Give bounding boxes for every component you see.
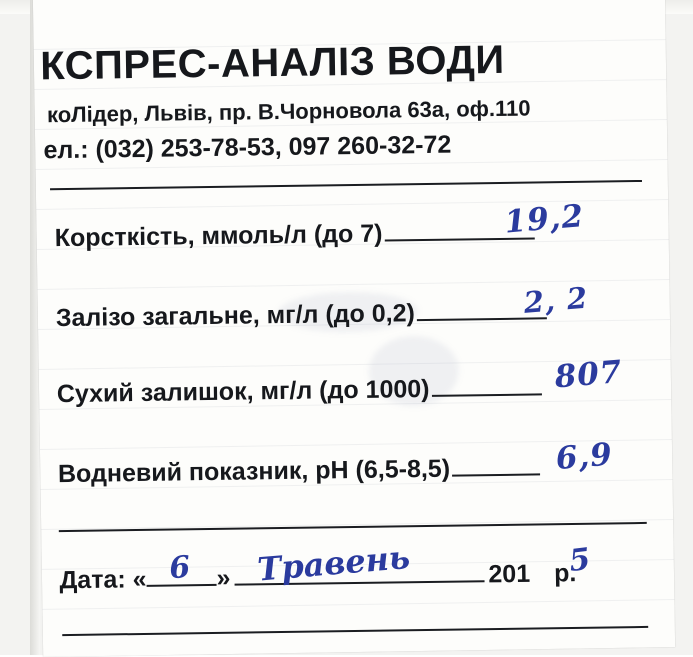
date-year-printed: 201	[488, 559, 531, 589]
phone-line: ел.: (032) 253-78-53, 097 260-32-72	[43, 130, 452, 165]
measurement-label-dry-residue: Сухий залишок, мг/л (до 1000)	[56, 375, 430, 409]
divider-top	[50, 180, 642, 190]
measurement-blank-ph[interactable]	[452, 447, 540, 476]
measurement-label-ph: Водневий показник, рН (6,5-8,5)	[57, 454, 451, 489]
measurement-label-iron: Залізо загальне, мг/л (до 0,2)	[55, 299, 416, 333]
date-quote-close: »	[216, 563, 231, 593]
measurement-label-hardness: Корсткість, ммоль/л (до 7)	[54, 219, 383, 253]
divider-bottom	[62, 626, 648, 636]
form-title: КСПРЕС-АНАЛІЗ ВОДИ	[40, 37, 505, 89]
date-month-value: Травень	[255, 537, 412, 589]
date-day-value: 6	[167, 549, 193, 587]
measurement-value-iron: 2, 2	[522, 280, 590, 320]
measurement-value-dry-residue: 807	[553, 353, 624, 396]
date-year-value: 5	[567, 541, 594, 580]
measurement-value-hardness: 19,2	[503, 198, 586, 241]
form-content	[42, 14, 666, 643]
date-year-suffix: р.	[553, 559, 577, 588]
divider-middle	[59, 522, 647, 532]
date-prefix: Дата: «	[59, 565, 147, 595]
company-line: коЛідер, Львів, пр. В.Чорновола 63а, оф.110	[46, 95, 531, 128]
measurement-blank-dry-residue[interactable]	[431, 367, 541, 397]
measurement-value-ph: 6,9	[554, 436, 615, 478]
